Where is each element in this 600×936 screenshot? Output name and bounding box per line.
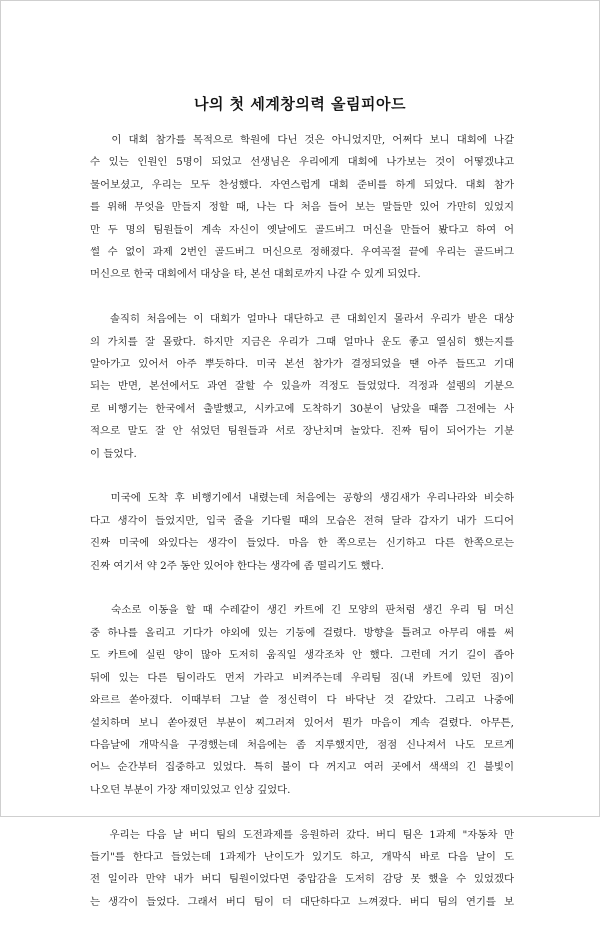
text-line: 진짜 미국에 와있다는 생각이 들었다. 마음 한 쪽으로는 신기하고 다른 한쪽으로는 — [90, 537, 514, 550]
document-body — [90, 129, 514, 936]
text-line: 숙소로 이동을 할 때 수레같이 생긴 카트에 긴 모양의 판처럼 생긴 우리 팀 머신 — [90, 604, 514, 617]
text-line: 적으로 말도 잘 안 섞었던 팀원들과 서로 장난치며 놀았다. 진짜 팀이 되어가는 기분 — [90, 425, 514, 438]
text-line: 진짜 여기서 약 2주 동안 있어야 한다는 생각에 좀 떨리기도 했다. — [90, 559, 384, 572]
document-title: 나의 첫 세계창의력 올림피아드 — [193, 95, 407, 113]
text-line: 는 생각이 들었다. 그래서 버디 팀이 더 대단하다고 느껴졌다. 버디 팀의 연기를 보 — [90, 895, 514, 908]
text-line: 머신으로 한국 대회에서 대상을 타, 본선 대회로까지 나갈 수 있게 되었다. — [90, 268, 421, 281]
text-line: 들기"를 한다고 들었는데 1과제가 난이도가 있기도 하고, 개막식 바로 다음 날이 도 — [90, 850, 514, 863]
paragraph — [90, 308, 514, 465]
text-line: 중 하나를 올리고 기다가 야외에 있는 기둥에 걸렸다. 방향을 틀려고 아무리 애를 써 — [90, 626, 514, 639]
text-line: 다음날에 개막식을 구경했는데 처음에는 좀 지루했지만, 점점 신나져서 나도 모르게 — [90, 738, 514, 751]
text-line: 물어보셨고, 우리는 모두 찬성했다. 자연스럽게 대회 준비를 하게 되었다. 대회 참가 — [90, 178, 514, 191]
text-line: 도 카트에 실린 양이 많아 도저히 움직일 생각조차 안 했다. 그런데 거기 길이 좁아 — [90, 649, 514, 662]
text-line: 되는 반면, 본선에서도 과연 잘할 수 있을까 걱정도 들었었다. 걱정과 설렘의 기분으 — [90, 380, 514, 393]
text-line: 뒤에 있는 다른 팀이라도 먼저 가라고 비켜주는데 우리팀 짐(내 카트에 있던 짐)이 — [90, 671, 514, 684]
text-line: 를 위해 무엇을 만들지 정할 때, 나는 다 처음 들어 보는 말들만 있어 가만히 있었지 — [90, 201, 514, 214]
text-line: 썰 수 없이 과제 2번인 골드버그 머신으로 정해졌다. 우여곡절 끝에 우리는 골드버그 — [90, 246, 514, 259]
text-line: 어느 순간부터 집중하고 있었다. 특히 불이 다 꺼지고 여러 곳에서 색색의 긴 불빛이 — [90, 761, 514, 774]
text-line: 와르르 쏟아졌다. 이때부터 그날 쓸 정신력이 다 바닥난 것 같았다. 그리고 나중에 — [90, 694, 514, 707]
text-line: 로 비행기는 한국에서 출발했고, 시카고에 도착하기 30분이 남았을 때쯤 그전에는 사 — [90, 402, 514, 415]
text-line: 나오던 부분이 가장 재미있었고 인상 깊었다. — [90, 783, 291, 796]
text-line: 의 가치를 잘 몰랐다. 하지만 지금은 우리가 그때 얼마나 운도 좋고 열심히 했는지를 — [90, 335, 514, 348]
paragraph — [90, 129, 514, 286]
text-line: 이 들었다. — [90, 447, 137, 460]
paragraph — [90, 824, 514, 914]
text-line: 미국에 도착 후 비행기에서 내렸는데 처음에는 공항의 생김새가 우리나라와 비슷하 — [90, 492, 514, 505]
text-line: 수 있는 인원인 5명이 되었고 선생님은 우리에게 대회에 나가보는 것이 어떻겠냐고 — [90, 156, 514, 169]
text-line: 솔직히 처음에는 이 대회가 얼마나 대단하고 큰 대회인지 몰라서 우리가 받은 대상 — [90, 313, 514, 326]
text-line: 만 두 명의 팀원들이 계속 자신이 옛날에도 골드버그 머신을 만들어 봤다고 하여 어 — [90, 223, 514, 236]
text-line: 우리는 다음 날 버디 팀의 도전과제를 응원하러 갔다. 버디 팀은 1과제 "자동차 만 — [90, 828, 514, 841]
paragraph — [90, 487, 514, 577]
text-line: 설치하며 보니 쏟아졌던 부분이 찌그러져 있어서 뭔가 마음이 계속 걸렸다. 아무튼, — [90, 716, 514, 729]
text-line: 다고 생각이 들었지만, 입국 줄을 기다릴 때의 모습은 전혀 달라 갑자기 내가 드디어 — [90, 514, 514, 527]
text-line: 전 일이라 만약 내가 버디 팀원이었다면 중압감을 도저히 감당 못 했을 수 있었겠다 — [90, 873, 514, 886]
text-line: 이 대회 참가를 목적으로 학원에 다닌 것은 아니었지만, 어쩌다 보니 대회에 나갈 — [90, 134, 514, 146]
paragraph — [90, 599, 514, 801]
text-line: 알아가고 있어서 아주 뿌듯하다. 미국 본선 참가가 결정되었을 땐 아주 들뜨고 기대 — [90, 358, 514, 371]
